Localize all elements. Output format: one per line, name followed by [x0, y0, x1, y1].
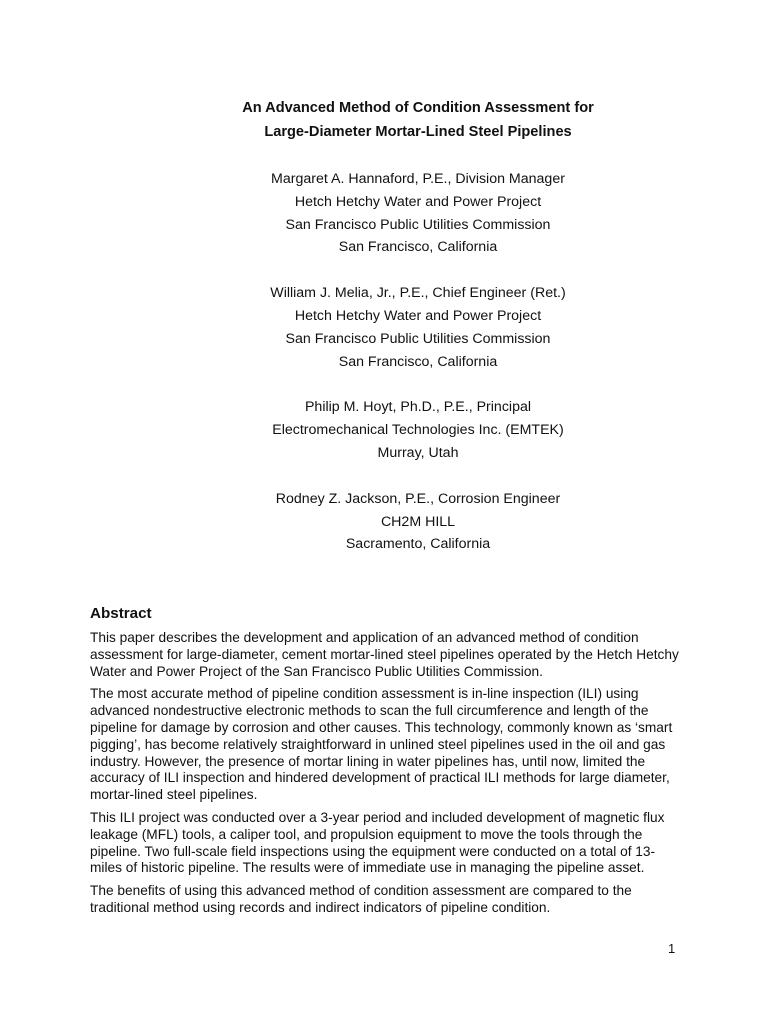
- author-location: Murray, Utah: [377, 444, 459, 461]
- author-affiliation: Electromechanical Technologies Inc. (EMTEK): [272, 422, 564, 439]
- author-block: [0, 396, 768, 464]
- abstract-heading: Abstract: [90, 605, 152, 622]
- paper-title: [0, 96, 768, 144]
- author-location: Sacramento, California: [345, 536, 491, 553]
- title-line: Large-Diameter Mortar-Lined Steel Pipelines: [264, 124, 572, 140]
- author-name: Margaret A. Hannaford, P.E., Division Manager: [271, 171, 565, 187]
- author-name: William J. Melia, Jr., P.E., Chief Engineer (Ret.): [270, 285, 566, 302]
- author-location: San Francisco, California: [338, 353, 498, 370]
- abstract-section: [90, 603, 680, 923]
- abstract-paragraph: The most accurate method of pipeline condition assessment is in-line inspection (ILI) using advanced nondestructive electronic methods to scan the full circumference and length of the pipeline for damage by corrosion and other causes. This technology, commonly known as ‘smart pigging’, has become relatively straightforward in unlined steel pipelines used in the oil and gas industry. However, the presence of mortar lining in water pipelines has, until now, limited the accuracy of ILI inspection and hindered development of practical ILI methods for large diameter, mortar-lined steel pipelines.: [90, 686, 673, 803]
- author-name: Philip M. Hoyt, Ph.D., P.E., Principal: [304, 399, 532, 416]
- author-affiliation: CH2M HILL: [380, 513, 456, 530]
- abstract-paragraph: This paper describes the development and application of an advanced method of condition assessment for large-diameter, cement mortar-lined steel pipelines operated by the Hetch Hetchy Water and Power Project of the San Francisco Public Utilities Commission.: [90, 630, 679, 679]
- title-line: An Advanced Method of Condition Assessment for: [242, 100, 594, 116]
- author-affiliation: San Francisco Public Utilities Commission: [285, 216, 551, 233]
- author-affiliation: San Francisco Public Utilities Commission: [285, 330, 551, 347]
- abstract-paragraph: The benefits of using this advanced method of condition assessment are compared to the traditional method using records and indirect indicators of pipeline condition.: [90, 883, 632, 915]
- author-affiliation: Hetch Hetchy Water and Power Project: [294, 307, 542, 324]
- author-block: [0, 168, 768, 259]
- page-number: 1: [668, 941, 676, 956]
- author-list: [0, 168, 768, 579]
- author-affiliation: Hetch Hetchy Water and Power Project: [294, 193, 542, 210]
- abstract-paragraph: This ILI project was conducted over a 3-year period and included development of magnetic flux leakage (MFL) tools, a caliper tool, and propulsion equipment to move the tools through the pipeline. Two full-scale field inspections using the equipment were conducted on a total of 13-miles of historic pipeline. The results were of immediate use in managing the pipeline asset.: [90, 809, 665, 876]
- author-block: [0, 488, 768, 556]
- author-name: Rodney Z. Jackson, P.E., Corrosion Engineer: [275, 490, 561, 507]
- author-block: [0, 282, 768, 373]
- author-location: San Francisco, California: [338, 239, 498, 256]
